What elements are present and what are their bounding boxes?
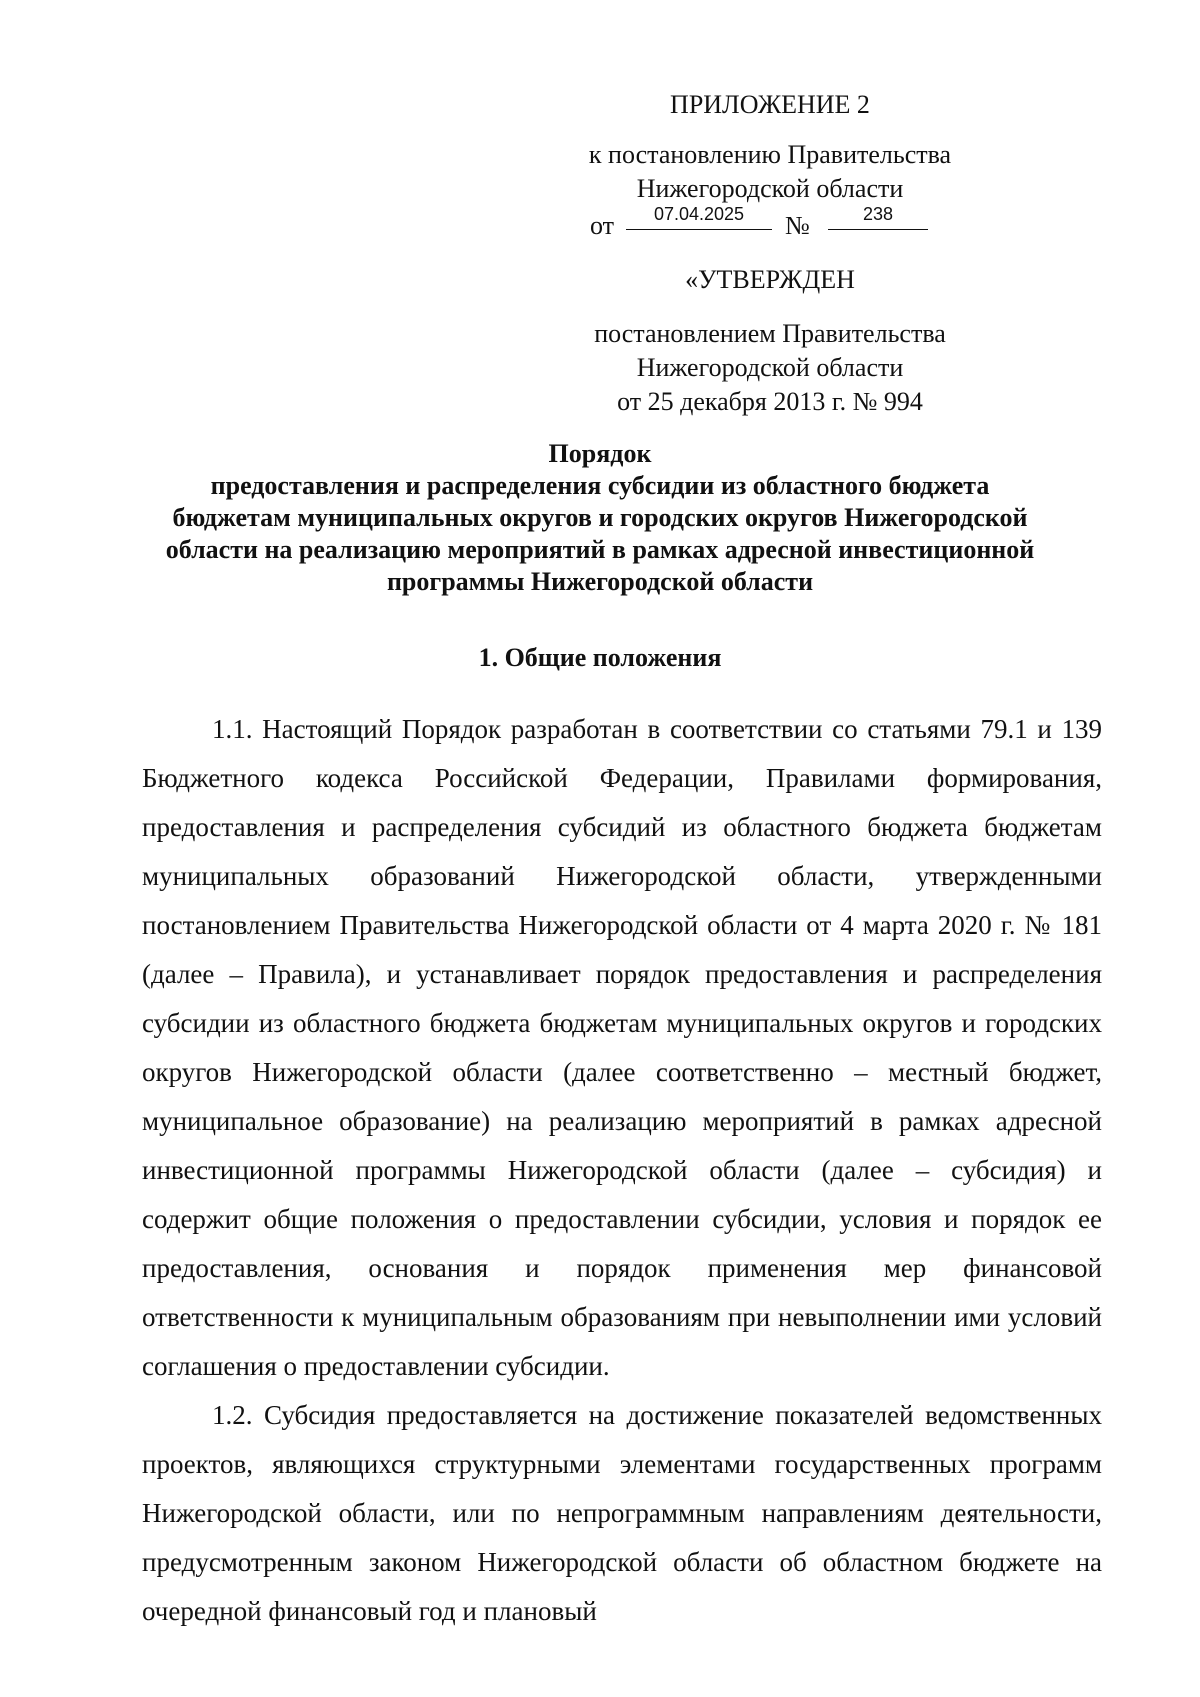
paragraph: 1.2. Субсидия предоставляется на достижение показателей ведомственных проектов, являющихся структурными элементами государственных программ Нижегородской области, или по непрограммным направлениям деятельности, предусмотренным законом Нижегородской области об областном бюджете на очередной финансовый год и плановый (142, 1400, 1102, 1626)
title-line: предоставления и распределения субсидии из областного бюджета (210, 471, 990, 500)
title-line: программы Нижегородской области (386, 567, 814, 596)
document-title (120, 438, 1080, 598)
decree-date-number (590, 197, 990, 240)
approved-decree-line: постановлением Правительства (594, 319, 946, 348)
title-line: Порядок (548, 439, 652, 468)
document-body (142, 705, 1102, 1636)
to-decree-line: к постановлению Правительства (588, 140, 952, 169)
section-title: 1. Общие положения (478, 643, 722, 672)
title-line: области на реализацию мероприятий в рамках адресной инвестиционной (165, 535, 1035, 564)
title-line: бюджетам муниципальных округов и городских округов Нижегородской (172, 503, 1028, 532)
to-decree-block (520, 138, 1020, 206)
paragraph: 1.1. Настоящий Порядок разработан в соответствии со статьями 79.1 и 139 Бюджетного кодекса Российской Федерации, Правилами формирования, предоставления и распределения субсидий из областного бюджета бюджетам муниципальных образований Нижегородской области, утвержденными постановлением Правительства Нижегородской области от 4 марта 2020 г. № 181 (далее – Правила), и устанавливает порядок предоставления и распределения субсидии из областного бюджета бюджетам муниципальных округов и городских округов Нижегородской области (далее соответственно – местный бюджет, муниципальное образование) на реализацию мероприятий в рамках адресной инвестиционной программы Нижегородской области (далее – субсидия) и содержит общие положения о предоставлении субсидии, условия и порядок ее предоставления, основания и порядок применения мер финансовой ответственности к муниципальным образованиям при невыполнении ими условий соглашения о предоставлении субсидии. (142, 714, 1102, 1381)
appendix-title: ПРИЛОЖЕНИЕ 2 (670, 90, 870, 119)
approved-decree-line: Нижегородской области (636, 353, 904, 382)
decree-number: 238 (828, 199, 928, 230)
to-decree-line: Нижегородской области (636, 174, 904, 203)
decree-date: 07.04.2025 (626, 199, 772, 230)
date-prefix: от (590, 211, 615, 240)
approved-decree-block (520, 317, 1020, 419)
approved-label: «УТВЕРЖДЕН (685, 265, 855, 294)
number-sign: № (785, 211, 810, 240)
approved-decree-line: от 25 декабря 2013 г. № 994 (617, 387, 923, 416)
